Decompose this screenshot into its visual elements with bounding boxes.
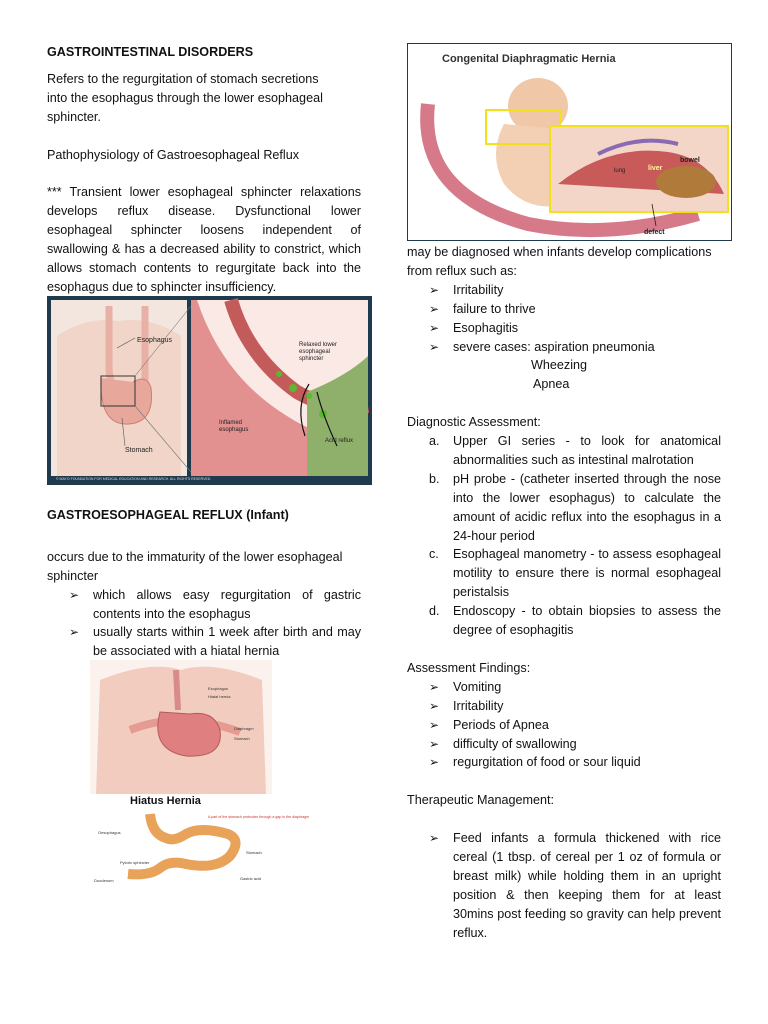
list-item: ➢ severe cases: aspiration pneumonia (429, 338, 721, 357)
complication-sub-wheezing: Wheezing (531, 358, 588, 373)
arrow-bullet-icon: ➢ (429, 320, 440, 335)
arrow-bullet-icon: ➢ (429, 755, 440, 770)
left-column (47, 43, 361, 297)
ger-paragraph: occurs due to the immaturity of the lower esophageal sphincter (47, 549, 343, 583)
findings-title: Assessment Findings: (407, 660, 531, 675)
label-gastric-acid: Gastric acid (240, 876, 262, 881)
hernia-note: A part of the stomach protrudes through a gap in the diaphragm (208, 815, 310, 819)
list-item: ➢ difficulty of swallowing (429, 735, 721, 754)
therapy-title: Therapeutic Management: (407, 793, 555, 808)
arrow-bullet-icon: ➢ (429, 282, 440, 297)
arrow-bullet-icon: ➢ (429, 717, 440, 732)
hiatus-hernia-title: Hiatus Hernia (130, 795, 201, 807)
hiatus-hernia-diagram (90, 794, 310, 892)
label-liver: liver (648, 165, 663, 172)
cdh-title: Congenital Diaphragmatic Hernia (442, 53, 616, 65)
right-column (407, 243, 721, 942)
list-item: ➢ regurgitation of food or sour liquid (429, 753, 721, 772)
list-item: ➢ which allows easy regurgitation of gastric contents into the esophagus (69, 587, 361, 621)
ger-section (47, 506, 361, 661)
complications-intro: may be diagnosed when infants develop complications from reflux such as: (407, 245, 712, 278)
label-stomach-2: Stomach (234, 736, 250, 741)
arrow-bullet-icon: ➢ (429, 831, 440, 846)
pathophysiology-paragraph: *** Transient lower esophageal sphincter relaxations develops reflux disease. Dysfunctional lower esophageal sphincter loosens independent of swallowing & has a decreased ability to constrict, which allows stomach contents to regurgitate back into the esophagus due to sphincter insufficiency. (47, 185, 361, 294)
label-stomach-3: Stomach (246, 850, 262, 855)
label-duodenum: Duodenum (94, 878, 114, 883)
label-bowel: bowel (680, 157, 700, 164)
diagnostic-title: Diagnostic Assessment: (407, 415, 541, 430)
label-stomach: Stomach (125, 447, 153, 454)
complication-sub-apnea: Apnea (533, 377, 570, 392)
figure-copyright: © MAYO FOUNDATION FOR MEDICAL EDUCATION AND RESEARCH. ALL RIGHTS RESERVED. (56, 477, 212, 481)
cdh-illustration (407, 43, 732, 241)
list-item: ➢ usually starts within 1 week after birth and may be associated with a hiatal hernia (69, 625, 361, 659)
label-relaxed-les: Relaxed lower esophageal sphincter (299, 342, 338, 362)
therapy-list (407, 829, 721, 942)
label-pyloric-sphincter: Pyloric sphincter (120, 860, 150, 865)
label-lung: lung (614, 168, 626, 174)
label-esophagus-2: Esophagus (208, 686, 229, 691)
list-item: c. Esophageal manometry - to assess esophageal motility to ensure there is normal esophageal peristalsis (429, 547, 721, 600)
ger-title: GASTROESOPHAGEAL REFLUX (Infant) (47, 508, 289, 522)
list-item: ➢ Irritability (429, 697, 721, 716)
label-esophagus: Esophagus (137, 337, 173, 344)
findings-list (407, 678, 721, 773)
hiatal-hernia-illustration (90, 660, 272, 794)
arrow-bullet-icon: ➢ (429, 736, 440, 751)
list-item: b. pH probe - (catheter inserted through the nose into the lower esophagus) to calculate the amount of acidic reflux into the esophagus in a 24-hour period (429, 471, 721, 543)
arrow-bullet-icon: ➢ (69, 587, 80, 602)
list-item: d. Endoscopy - to obtain biopsies to assess the degree of esophagitis (429, 604, 721, 638)
label-defect: defect (644, 229, 665, 236)
ger-bullet-list (47, 586, 361, 662)
list-item: a. Upper GI series - to look for anatomical abnormalities such as intestinal malrotation (429, 434, 721, 467)
list-item: ➢ Irritability (429, 281, 721, 300)
label-acid-reflux: Acid reflux (325, 438, 354, 444)
arrow-bullet-icon: ➢ (69, 625, 80, 640)
arrow-bullet-icon: ➢ (429, 339, 440, 354)
list-item: ➢ Periods of Apnea (429, 716, 721, 735)
arrow-bullet-icon: ➢ (429, 301, 440, 316)
complications-list (407, 281, 721, 357)
intro-paragraph: Refers to the regurgitation of stomach secretions into the esophagus through the lower esophageal sphincter. (47, 71, 323, 124)
list-item: ➢ Feed infants a formula thickened with rice cereal (1 tbsp. of cereal per 1 oz of formula or breast milk) while holding them in an upright position & then keeping them for at least 30mins post feeding so gravity can help prevent reflux. (429, 831, 721, 940)
section-title-gi-disorders: GASTROINTESTINAL DISORDERS (47, 45, 254, 59)
reflux-illustration (47, 296, 372, 485)
label-diaphragm: Diaphragm (234, 726, 254, 731)
list-item: ➢ Vomiting (429, 678, 721, 697)
arrow-bullet-icon: ➢ (429, 679, 440, 694)
diagnostic-list (407, 432, 721, 640)
label-oesophagus: Oesophagus (98, 830, 121, 835)
label-hiatal-hernia: Hiatal hernia (208, 694, 231, 699)
list-item: ➢ Esophagitis (429, 319, 721, 338)
label-inflamed-esophagus: Inflamed esophagus (219, 420, 249, 433)
arrow-bullet-icon: ➢ (429, 698, 440, 713)
pathophysiology-title: Pathophysiology of Gastroesophageal Reflux (47, 147, 300, 162)
list-item: ➢ failure to thrive (429, 300, 721, 319)
